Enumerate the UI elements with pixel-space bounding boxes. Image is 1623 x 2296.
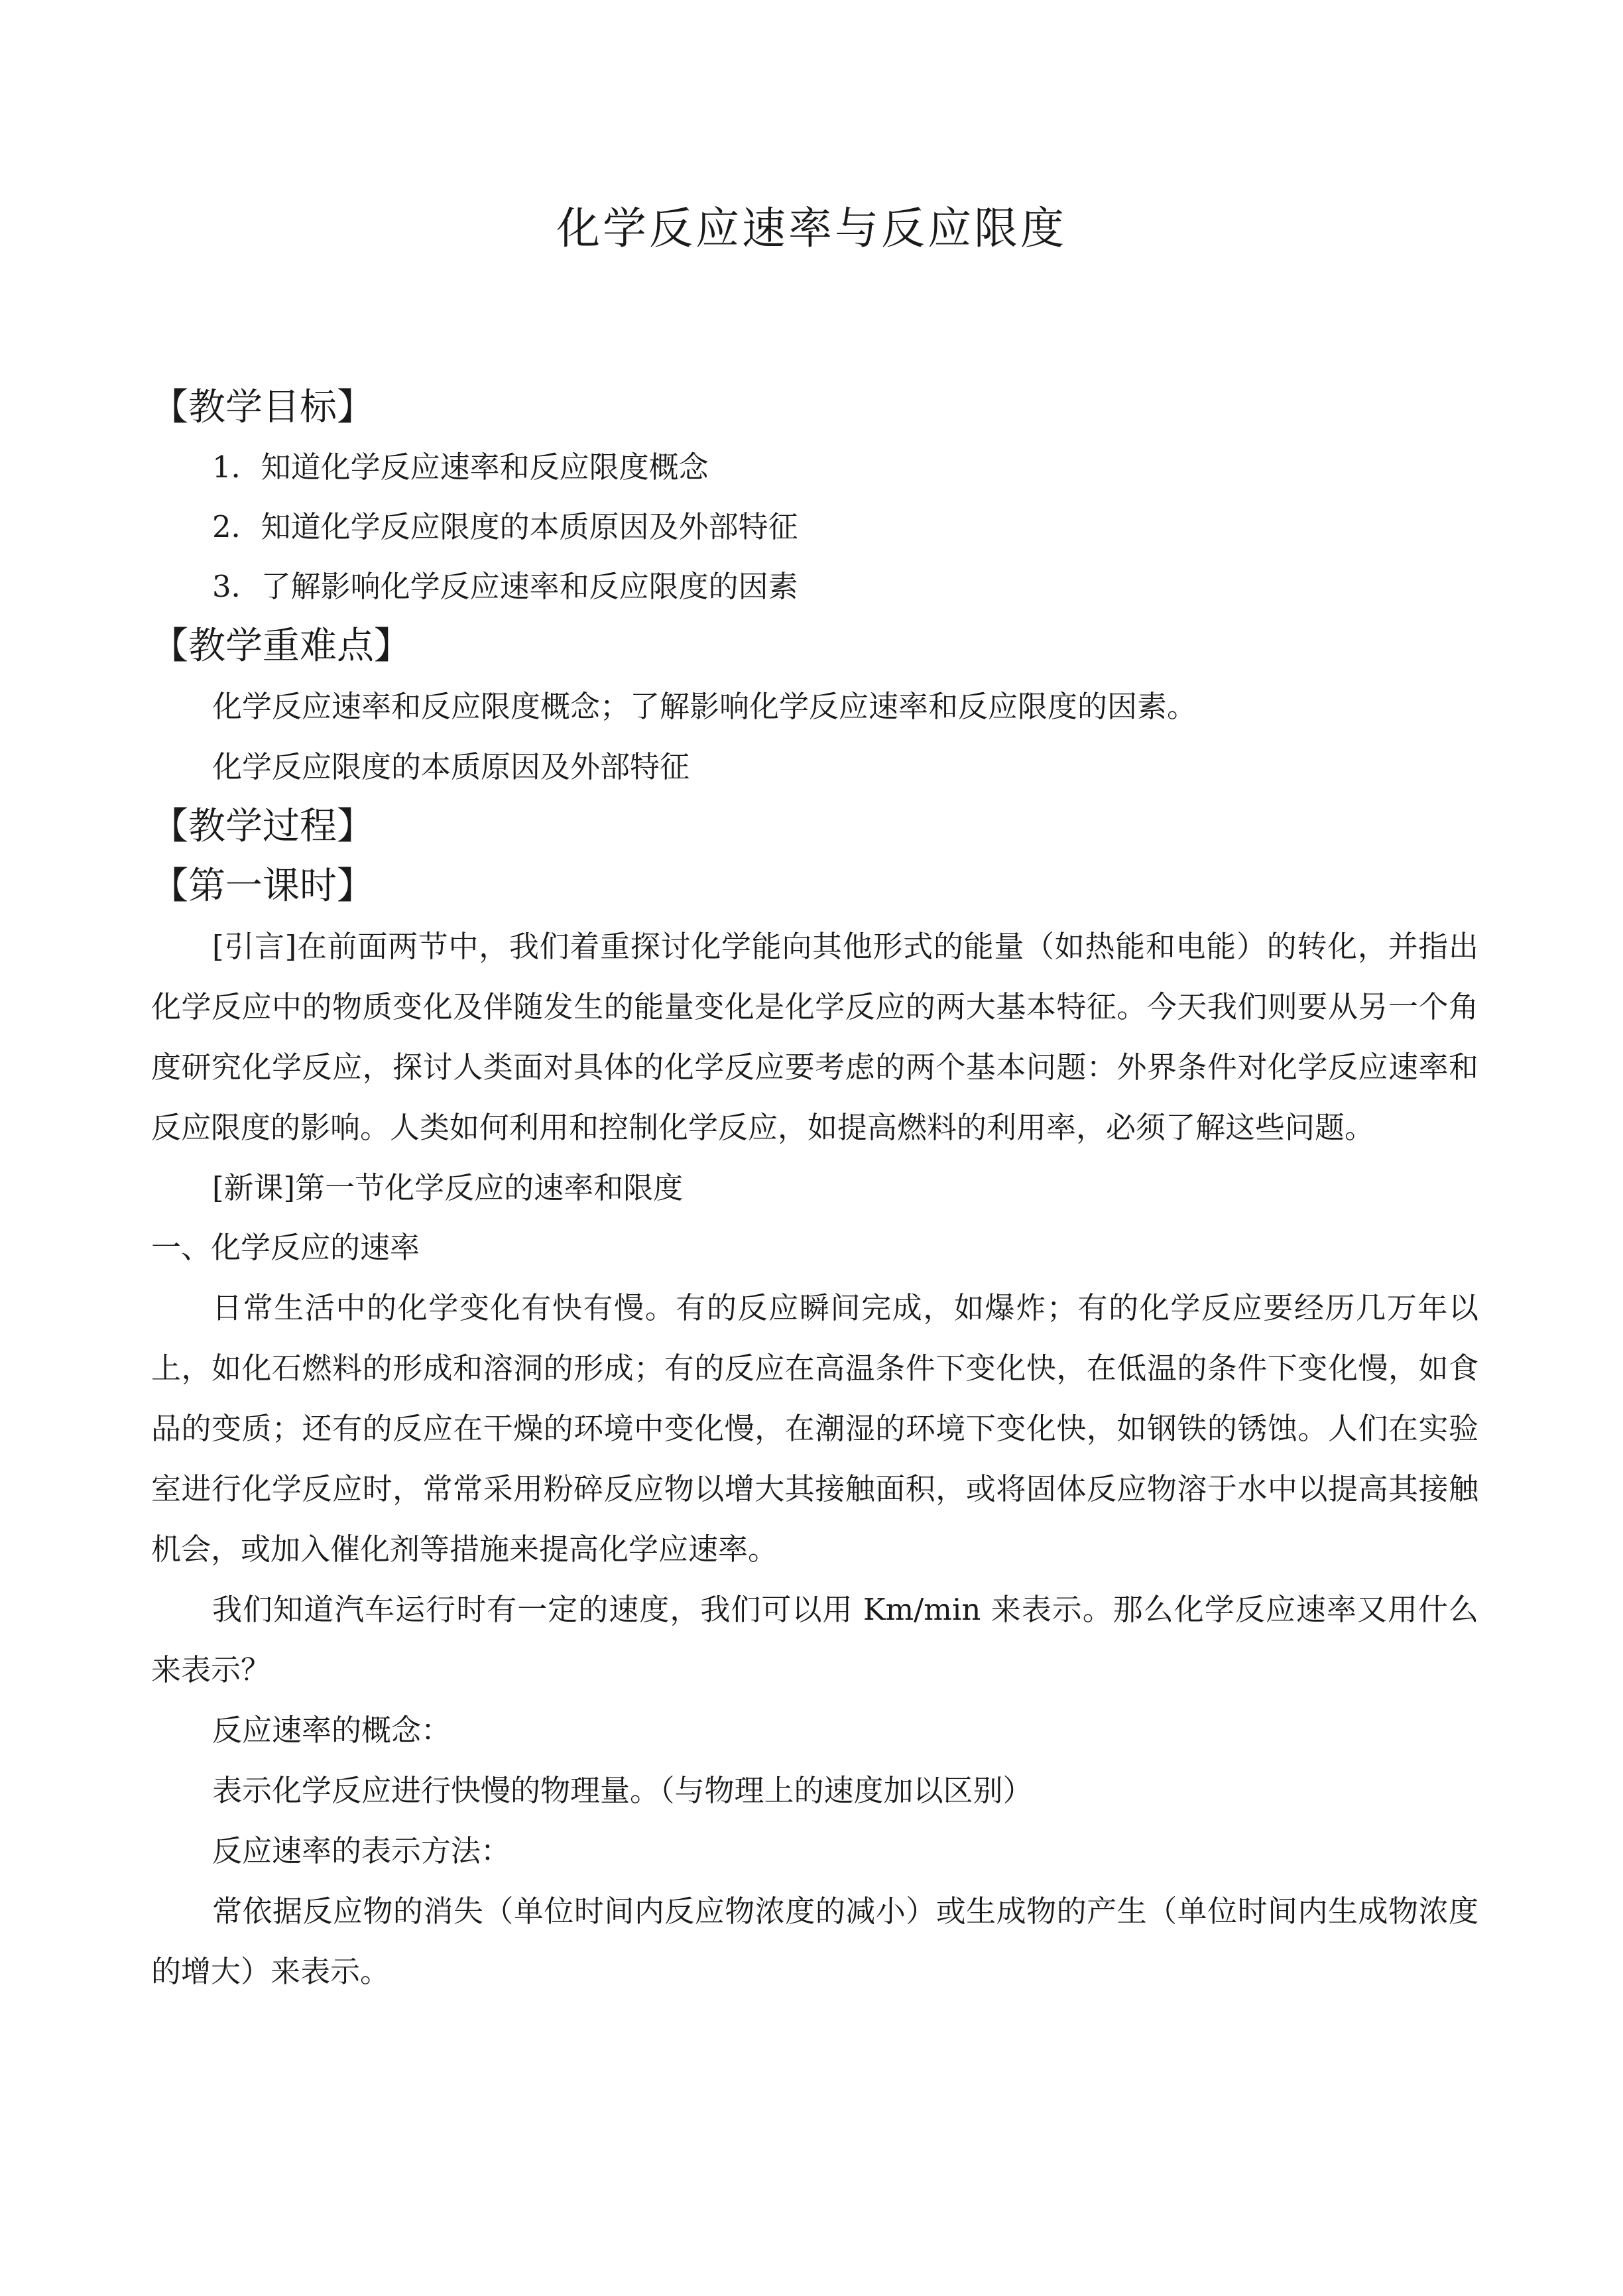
key-point-line: 化学反应速率和反应限度概念；了解影响化学反应速率和反应限度的因素。 (212, 689, 1197, 724)
objective-item: 2．知道化学反应限度的本质原因及外部特征 (212, 509, 798, 544)
reaction-rate-subheading: 一、化学反应的速率 (151, 1230, 420, 1265)
key-point-line: 化学反应限度的本质原因及外部特征 (212, 749, 690, 784)
objective-item: 3．了解影响化学反应速率和反应限度的因素 (212, 569, 798, 604)
key-points-heading: 【教学重难点】 (151, 625, 411, 668)
method-label: 反应速率的表示方法： (212, 1833, 511, 1868)
concept-label: 反应速率的概念： (212, 1713, 451, 1748)
page-title: 化学反应速率与反应限度 (556, 203, 1067, 254)
daily-life-paragraph: 日常生活中的化学变化有快有慢。有的反应瞬间完成，如爆炸；有的化学反应要经历几万年以上，如化石燃料的形成和溶洞的形成；有的反应在高温条件下变化快，在低温的条件下变化慢，如食品的变质；还有的反应在干燥的环境中变化慢，在潮湿的环境下变化快，如钢铁的锈蚀。人们在实验室进行化学反应时，常常采用粉碎反应物以增大其接触面积，或将固体反应物溶于水中以提高其接触机会，或加入催化剂等措施来提高化学应速率。 (151, 1290, 1478, 1567)
intro-paragraph: [引言]在前面两节中，我们着重探讨化学能向其他形式的能量（如热能和电能）的转化，并指出化学反应中的物质变化及伴随发生的能量变化是化学反应的两大基本特征。今天我们则要从另一个角度研究化学反应，探讨人类面对具体的化学反应要考虑的两个基本问题：外界条件对化学反应速率和反应限度的影响。人类如何利用和控制化学反应，如提高燃料的利用率，必须了解这些问题。 (151, 929, 1478, 1145)
objectives-heading: 【教学目标】 (151, 386, 374, 429)
document-body (151, 378, 1478, 2002)
method-text: 常依据反应物的消失（单位时间内反应物浓度的减小）或生成物的产生（单位时间内生成物浓度的增大）来表示。 (151, 1894, 1478, 1989)
objective-item: 1．知道化学反应速率和反应限度概念 (212, 450, 709, 485)
concept-text: 表示化学反应进行快慢的物理量。（与物理上的速度加以区别） (212, 1773, 1033, 1808)
process-heading: 【教学过程】 (151, 805, 374, 848)
new-lesson-line: [新课]第一节化学反应的速率和限度 (212, 1170, 684, 1205)
lesson1-heading: 【第一课时】 (151, 865, 374, 908)
speed-question-paragraph: 我们知道汽车运行时有一定的速度，我们可以用 Km/min 来表示。那么化学反应速率又用什么来表示？ (151, 1592, 1478, 1687)
